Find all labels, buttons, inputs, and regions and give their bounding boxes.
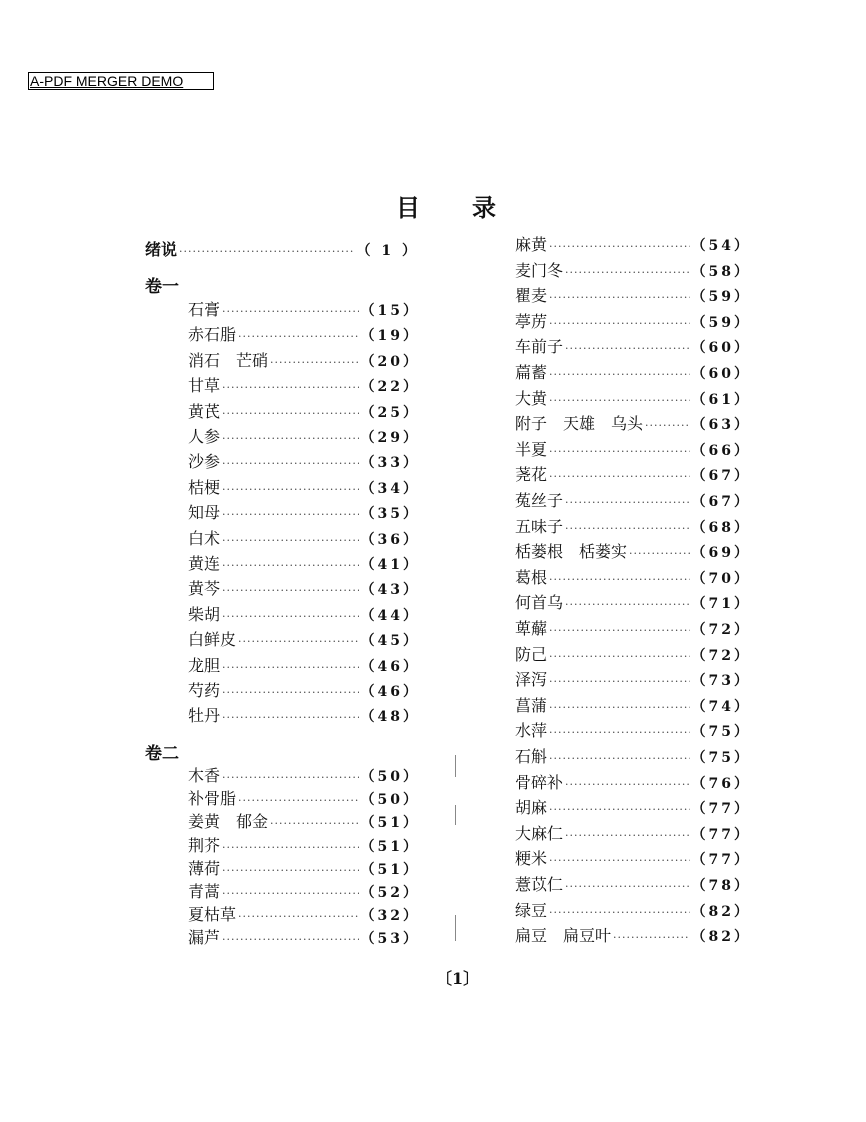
toc-entry[interactable]: [188, 788, 420, 810]
entry-name: 消石 芒硝: [188, 350, 269, 370]
dot-leader: [549, 646, 690, 668]
dot-leader: [222, 707, 359, 729]
entry-name: 粳米: [515, 849, 548, 869]
entry-name: 芍药: [188, 681, 221, 700]
toc-entry[interactable]: [515, 823, 751, 845]
toc-entry[interactable]: [188, 477, 420, 499]
entry-page: （25）: [360, 404, 420, 421]
entry-page: （75）: [691, 724, 751, 741]
dot-leader: [549, 620, 690, 642]
volume-heading: 卷二: [145, 744, 179, 764]
dot-leader: [629, 543, 690, 565]
entry-name: 荆芥: [188, 835, 221, 855]
entry-name: 白鲜皮: [188, 630, 237, 650]
watermark-link[interactable]: A-PDF MERGER DEMO: [28, 72, 214, 90]
entry-name: 半夏: [515, 439, 548, 459]
toc-entry[interactable]: [515, 464, 751, 486]
toc-entry[interactable]: [515, 772, 751, 794]
toc-entry[interactable]: [188, 578, 420, 600]
entry-name: 何首乌: [515, 593, 564, 613]
entry-page: （19）: [360, 328, 420, 345]
dot-leader: [222, 504, 359, 526]
toc-entry[interactable]: [188, 680, 420, 702]
entry-name: 漏芦: [188, 928, 221, 948]
dot-leader: [549, 313, 690, 335]
entry-page: （77）: [691, 826, 751, 843]
entry-name: 知母: [188, 503, 221, 523]
entry-page: （51）: [360, 861, 420, 878]
entry-page: （52）: [360, 885, 420, 901]
toc-entry[interactable]: [188, 881, 420, 903]
volume-heading: 卷一: [145, 277, 179, 297]
entry-page: （59）: [691, 314, 751, 331]
toc-entry[interactable]: [515, 516, 751, 538]
toc-entry[interactable]: [188, 629, 420, 651]
entry-page: （46）: [360, 658, 420, 675]
dot-leader: [565, 492, 690, 514]
dot-leader: [549, 390, 690, 412]
toc-entry[interactable]: [515, 797, 751, 819]
entry-name: 五味子: [515, 516, 564, 536]
entry-page: （75）: [691, 750, 751, 766]
dot-leader: [565, 338, 690, 360]
entry-name: 桔梗: [188, 477, 221, 497]
entry-name: 青蒿: [188, 882, 221, 901]
entry-name: 夏枯草: [188, 905, 237, 925]
toc-entry[interactable]: [188, 401, 420, 423]
entry-name: 人参: [188, 427, 221, 446]
entry-page: （50）: [360, 792, 420, 809]
dot-leader: [549, 466, 690, 488]
toc-entry[interactable]: [188, 502, 420, 524]
dot-leader: [549, 799, 690, 821]
entry-page: （34）: [360, 480, 420, 497]
toc-entry[interactable]: [515, 695, 751, 717]
entry-page: （76）: [691, 775, 751, 792]
entry-page: （77）: [691, 801, 751, 818]
toc-entry[interactable]: [515, 592, 751, 614]
entry-page: （72）: [691, 622, 751, 638]
entry-name: 补骨脂: [188, 789, 237, 809]
entry-page: （41）: [360, 557, 420, 573]
toc-entry[interactable]: [515, 311, 751, 333]
entry-name: 黄连: [188, 554, 221, 573]
dot-leader: [549, 748, 690, 770]
page-title: 目录: [396, 193, 548, 222]
dot-leader: [222, 767, 359, 789]
toc-entry[interactable]: [515, 848, 751, 870]
entry-page: （67）: [691, 494, 751, 510]
dot-leader: [238, 906, 359, 928]
entry-page: （46）: [360, 684, 420, 700]
dot-leader: [549, 236, 690, 258]
dot-leader: [270, 813, 359, 835]
entry-page: （77）: [691, 852, 751, 869]
entry-page: （70）: [691, 570, 751, 587]
toc-entry[interactable]: [188, 765, 420, 787]
entry-page: （63）: [691, 417, 751, 434]
dot-leader: [565, 774, 690, 796]
toc-entry[interactable]: [515, 285, 751, 307]
toc-entry[interactable]: [515, 746, 751, 768]
toc-entry[interactable]: [188, 858, 420, 880]
toc-entry[interactable]: [188, 350, 420, 372]
dot-leader: [222, 682, 359, 704]
dot-leader: [565, 262, 690, 284]
entry-name: 麻黄: [515, 235, 548, 254]
toc-entry[interactable]: [515, 234, 751, 256]
dot-leader: [549, 671, 690, 693]
entry-page: （58）: [691, 263, 751, 280]
entry-name: 水萍: [515, 721, 548, 741]
toc-entry[interactable]: [188, 324, 420, 346]
entry-page: （59）: [691, 289, 751, 306]
entry-name: 黄芩: [188, 579, 221, 599]
dot-leader: [222, 555, 359, 577]
toc-entry[interactable]: [188, 299, 420, 321]
entry-name: 白术: [188, 528, 221, 548]
dot-leader: [549, 364, 690, 386]
entry-page: （51）: [360, 815, 420, 832]
entry-page: （50）: [360, 769, 420, 785]
dot-leader: [222, 929, 359, 951]
entry-name: 赤石脂: [188, 325, 237, 345]
entry-name: 薏苡仁: [515, 875, 564, 894]
entry-name: 沙参: [188, 452, 221, 472]
toc-entry[interactable]: [515, 669, 751, 691]
dot-leader: [238, 631, 359, 653]
dot-leader: [222, 530, 359, 552]
toc-entry[interactable]: [188, 451, 420, 473]
entry-name: 瞿麦: [515, 286, 548, 306]
entry-name: 大黄: [515, 388, 548, 408]
dot-leader: [549, 902, 690, 924]
entry-page: （53）: [360, 931, 420, 948]
dot-leader: [222, 580, 359, 602]
entry-page: （33）: [360, 455, 420, 472]
scan-mark: [455, 805, 456, 825]
dot-leader: [222, 606, 359, 628]
entry-name: 石斛: [515, 747, 548, 766]
toc-entry[interactable]: [515, 362, 751, 384]
entry-name: 胡麻: [515, 798, 548, 818]
dot-leader: [179, 241, 354, 263]
entry-name: 车前子: [515, 337, 564, 357]
dot-leader: [222, 301, 359, 323]
dot-leader: [565, 825, 690, 847]
entry-page: （29）: [360, 430, 420, 446]
entry-page: （68）: [691, 519, 751, 536]
scan-mark: [455, 755, 456, 777]
dot-leader: [222, 377, 359, 399]
entry-page: （48）: [360, 709, 420, 726]
entry-name: 石膏: [188, 300, 221, 319]
entry-page: （73）: [691, 673, 751, 690]
dot-leader: [222, 883, 359, 905]
entry-name: 栝蒌根 栝蒌实: [515, 542, 628, 562]
toc-entry[interactable]: [188, 705, 420, 727]
toc-entry[interactable]: [515, 260, 751, 282]
entry-page: （71）: [691, 596, 751, 613]
dot-leader: [565, 518, 690, 540]
toc-entry[interactable]: [515, 541, 751, 563]
entry-name: 菟丝子: [515, 491, 564, 510]
dot-leader: [549, 850, 690, 872]
dot-leader: [222, 403, 359, 425]
entry-page: （43）: [360, 582, 420, 599]
dot-leader: [222, 428, 359, 450]
entry-page: （74）: [691, 698, 751, 715]
entry-name: 附子 天雄 乌头: [515, 414, 644, 434]
entry-name: 葛根: [515, 567, 548, 587]
entry-page: （60）: [691, 366, 751, 382]
scan-mark: [455, 915, 456, 941]
toc-entry[interactable]: [188, 604, 420, 626]
entry-page: （67）: [691, 468, 751, 485]
toc-entry[interactable]: [515, 720, 751, 742]
entry-page: （78）: [691, 878, 751, 894]
dot-leader: [645, 415, 690, 437]
dot-leader: [222, 453, 359, 475]
entry-page: （32）: [360, 908, 420, 925]
entry-page: （51）: [360, 838, 420, 855]
entry-page: （82）: [691, 903, 751, 920]
entry-name: 木香: [188, 766, 221, 785]
entry-name: 姜黄 郁金: [188, 812, 269, 832]
entry-name: 泽泻: [515, 670, 548, 690]
toc-entry[interactable]: [515, 567, 751, 589]
dot-leader: [222, 837, 359, 859]
dot-leader: [270, 352, 359, 374]
dot-leader: [613, 927, 690, 949]
dot-leader: [549, 722, 690, 744]
entry-name: 骨碎补: [515, 772, 564, 792]
entry-page: （69）: [691, 545, 751, 562]
entry-page: （54）: [691, 238, 751, 254]
toc-entry[interactable]: [515, 413, 751, 435]
toc-entry[interactable]: [515, 388, 751, 410]
entry-page: （66）: [691, 442, 751, 459]
entry-name: 绿豆: [515, 900, 548, 920]
entry-name: 大麻仁: [515, 823, 564, 843]
toc-entry[interactable]: [188, 426, 420, 448]
toc-entry[interactable]: [515, 925, 751, 947]
toc-entry[interactable]: [188, 375, 420, 397]
toc-entry[interactable]: [188, 553, 420, 575]
entry-page: （35）: [360, 506, 420, 523]
dot-leader: [549, 441, 690, 463]
toc-entry[interactable]: [188, 927, 420, 949]
entry-page: （22）: [360, 379, 420, 396]
entry-name: 甘草: [188, 376, 221, 396]
dot-leader: [238, 326, 359, 348]
entry-name: 防己: [515, 644, 548, 664]
entry-page: （36）: [360, 531, 420, 548]
entry-name: 牡丹: [188, 706, 221, 726]
toc-entry[interactable]: [515, 490, 751, 512]
entry-page: （72）: [691, 647, 751, 664]
toc-entry-intro[interactable]: [145, 239, 419, 261]
toc-entry[interactable]: [188, 528, 420, 550]
toc-entry[interactable]: [188, 655, 420, 677]
toc-entry[interactable]: [515, 644, 751, 666]
dot-leader: [565, 876, 690, 898]
toc-entry[interactable]: [188, 811, 420, 833]
dot-leader: [549, 569, 690, 591]
entry-name: 薄荷: [188, 858, 221, 878]
dot-leader: [549, 697, 690, 719]
dot-leader: [549, 287, 690, 309]
entry-page: （45）: [360, 633, 420, 650]
entry-page: （44）: [360, 607, 420, 624]
toc-entry[interactable]: [515, 618, 751, 640]
entry-name: 葶苈: [515, 311, 548, 331]
dot-leader: [565, 594, 690, 616]
entry-page: （60）: [691, 340, 751, 357]
entry-name: 柴胡: [188, 604, 221, 624]
entry-page: （15）: [360, 303, 420, 319]
dot-leader: [238, 790, 359, 812]
toc-entry[interactable]: [515, 874, 751, 896]
toc-entry[interactable]: [188, 835, 420, 857]
entry-name: 黄芪: [188, 401, 221, 421]
dot-leader: [222, 860, 359, 882]
toc-entry[interactable]: [188, 904, 420, 926]
toc-entry[interactable]: [515, 439, 751, 461]
entry-name: 菖蒲: [515, 695, 548, 715]
entry-name: 绪说: [145, 240, 178, 259]
dot-leader: [222, 657, 359, 679]
entry-name: 萹蓄: [515, 363, 548, 382]
entry-name: 荛花: [515, 465, 548, 485]
entry-name: 萆薢: [515, 619, 548, 638]
toc-entry[interactable]: [515, 900, 751, 922]
dot-leader: [222, 479, 359, 501]
entry-name: 龙胆: [188, 655, 221, 675]
page-number: 〔1〕: [436, 969, 480, 988]
toc-entry[interactable]: [515, 336, 751, 358]
entry-page: （20）: [360, 353, 420, 370]
entry-name: 扁豆 扁豆叶: [515, 926, 612, 946]
entry-page: （61）: [691, 391, 751, 408]
entry-page: （ 1 ）: [356, 243, 419, 259]
entry-name: 麦门冬: [515, 260, 564, 280]
entry-page: （82）: [691, 929, 751, 946]
